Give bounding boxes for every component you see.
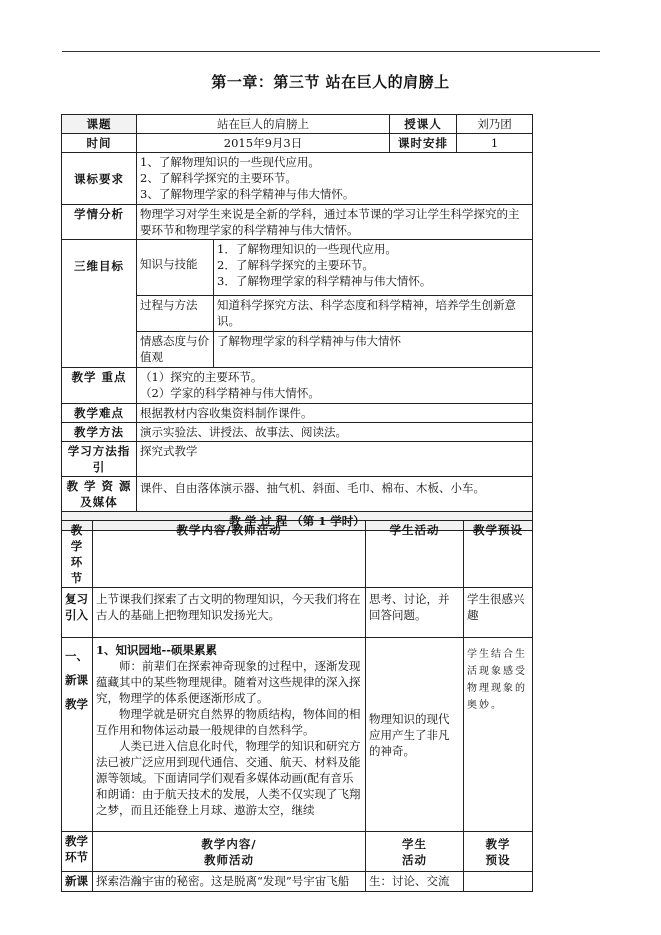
header-rule bbox=[62, 51, 600, 52]
time-label: 时间 bbox=[62, 134, 137, 153]
hours-value: 1 bbox=[457, 134, 533, 153]
stage-new-lesson: 一、新课教学 bbox=[62, 638, 93, 832]
teacher-value: 刘乃团 bbox=[457, 115, 533, 134]
review-student: 思考、讨论，并回答问题。 bbox=[366, 588, 464, 638]
goal3-text: 了解物理学家的科学精神与伟大情怀 bbox=[214, 332, 533, 368]
new-lesson-student: 物理知识的现代应用产生了非凡的神奇。 bbox=[366, 638, 464, 832]
content-paragraph: 人类已进入信息化时代，物理学的知识和研究方法已被广泛应用到现代通信、交通、航天、材料及能源等领域。下面请同学们观看多媒体动画(配有音乐和朗诵：由于航天技术的发展，人类不仅实现了飞翔之梦，而且还能登上月球、遨游太空，继续 bbox=[96, 739, 361, 817]
standard-item: 2、了解科学探究的主要环节。 bbox=[140, 171, 297, 185]
new-lesson-cont-content: 探索浩瀚宇宙的秘密。这是脱离“发现”号宇宙飞船 bbox=[93, 872, 366, 892]
content-header-2 bbox=[93, 832, 366, 872]
teacher-label: 授课人 bbox=[390, 115, 457, 134]
content-paragraph: 师：前辈们在探索神奇现象的过程中，逐渐发现蕴藏其中的某些物理规律。随着对这些规律的深入探究，物理学的体系便逐渐形成了。 bbox=[96, 659, 361, 705]
review-expect: 学生很感兴趣 bbox=[464, 588, 533, 638]
course-value: 站在巨人的肩膀上 bbox=[137, 115, 390, 134]
standard-item: 1、了解物理知识的一些现代应用。 bbox=[140, 155, 320, 169]
time-value: 2015年9月3日 bbox=[137, 134, 390, 153]
course-label: 课题 bbox=[62, 115, 137, 134]
goal2-text: 知道科学探究方法、科学态度和科学精神，培养学生创新意识。 bbox=[214, 296, 533, 332]
difficulty-label: 教学难点 bbox=[62, 404, 137, 423]
focus-content bbox=[137, 368, 533, 404]
focus-item: （1）探究的主要环节。 bbox=[140, 370, 263, 384]
expect-header-2b: 预设 bbox=[485, 852, 511, 867]
content-section-title: 1、知识园地--硕果累累 bbox=[96, 643, 218, 657]
new-lesson-cont-expect bbox=[464, 872, 533, 892]
method-text: 演示实验法、讲授法、故事法、阅读法。 bbox=[137, 423, 533, 442]
process-table bbox=[61, 520, 533, 892]
col-expect-header: 教学预设 bbox=[464, 521, 533, 588]
method-label: 教学方法 bbox=[62, 423, 137, 442]
goal1-content bbox=[214, 240, 533, 296]
content-header-2b: 教师活动 bbox=[204, 852, 254, 867]
review-content: 上节课我们探索了古文明的物理知识，今天我们将在古人的基础上把物理知识发扬光大。 bbox=[93, 588, 366, 638]
analysis-label: 学情分析 bbox=[62, 205, 137, 240]
col-stage-header: 教学环节 bbox=[62, 521, 93, 588]
standard-item: 3、了解物理学家的科学精神与伟大情怀。 bbox=[140, 187, 355, 201]
guide-label: 学习方法指引 bbox=[62, 442, 137, 477]
content-paragraph: 物理学就是研究自然界的物质结构，物体间的相互作用和物体运动最一般规律的自然科学。 bbox=[96, 707, 361, 737]
resource-label: 教 学 资 源及媒体 bbox=[62, 477, 137, 512]
hours-label: 课时安排 bbox=[390, 134, 457, 153]
focus-item: （2）学家的科学精神与伟大情怀。 bbox=[140, 386, 320, 400]
document-title: 第一章：第三节 站在巨人的肩膀上 bbox=[211, 73, 450, 91]
analysis-text: 物理学习对学生来说是全新的学科，通过本节课的学习让学生科学探究的主要环节和物理学家的科学精神与伟大情怀。 bbox=[137, 205, 533, 240]
new-lesson-content bbox=[93, 638, 366, 832]
resource-text: 课件、自由落体演示器、抽气机、斜面、毛巾、棉布、木板、小车。 bbox=[137, 477, 533, 512]
goal1-label: 知识与技能 bbox=[137, 240, 214, 296]
lesson-info-table bbox=[61, 114, 533, 531]
col-content-header: 教学内容/教师活动 bbox=[93, 521, 366, 588]
new-lesson-cont-student: 生：讨论、交流 bbox=[366, 872, 464, 892]
focus-label: 教学 重点 bbox=[62, 368, 137, 404]
goals-label: 三维目标 bbox=[62, 240, 137, 368]
goal2-label: 过程与方法 bbox=[137, 296, 214, 332]
standard-label: 课标要求 bbox=[62, 153, 137, 205]
goal1-item: 1．了解物理知识的一些现代应用。 bbox=[217, 242, 397, 256]
goal1-item: 2．了解科学探究的主要环节。 bbox=[217, 258, 374, 272]
process-header: 教 学 过 程 （第 1 学时） bbox=[62, 512, 533, 531]
stage-new-lesson-cont: 新课 bbox=[62, 872, 93, 892]
stage-header-2: 教学环节 bbox=[62, 832, 93, 872]
goal3-label: 情感态度与价值观 bbox=[137, 332, 214, 368]
expect-header-2a: 教学 bbox=[485, 836, 511, 851]
guide-text: 探究式教学 bbox=[137, 442, 533, 477]
content-header-2a: 教学内容/ bbox=[201, 836, 257, 851]
stage-review: 复习引入 bbox=[62, 588, 93, 638]
standard-content bbox=[137, 153, 533, 205]
difficulty-text: 根据教材内容收集资料制作课件。 bbox=[137, 404, 533, 423]
goal1-item: 3．了解物理学家的科学精神与伟大情怀。 bbox=[217, 274, 432, 288]
new-lesson-expect: 学生结合生活现象感受物理现象的奥妙。 bbox=[464, 638, 533, 832]
student-header-2 bbox=[366, 832, 464, 872]
student-header-2b: 活动 bbox=[402, 852, 427, 867]
expect-header-2 bbox=[464, 832, 533, 872]
col-student-header: 学生活动 bbox=[366, 521, 464, 588]
student-header-2a: 学生 bbox=[402, 836, 427, 851]
